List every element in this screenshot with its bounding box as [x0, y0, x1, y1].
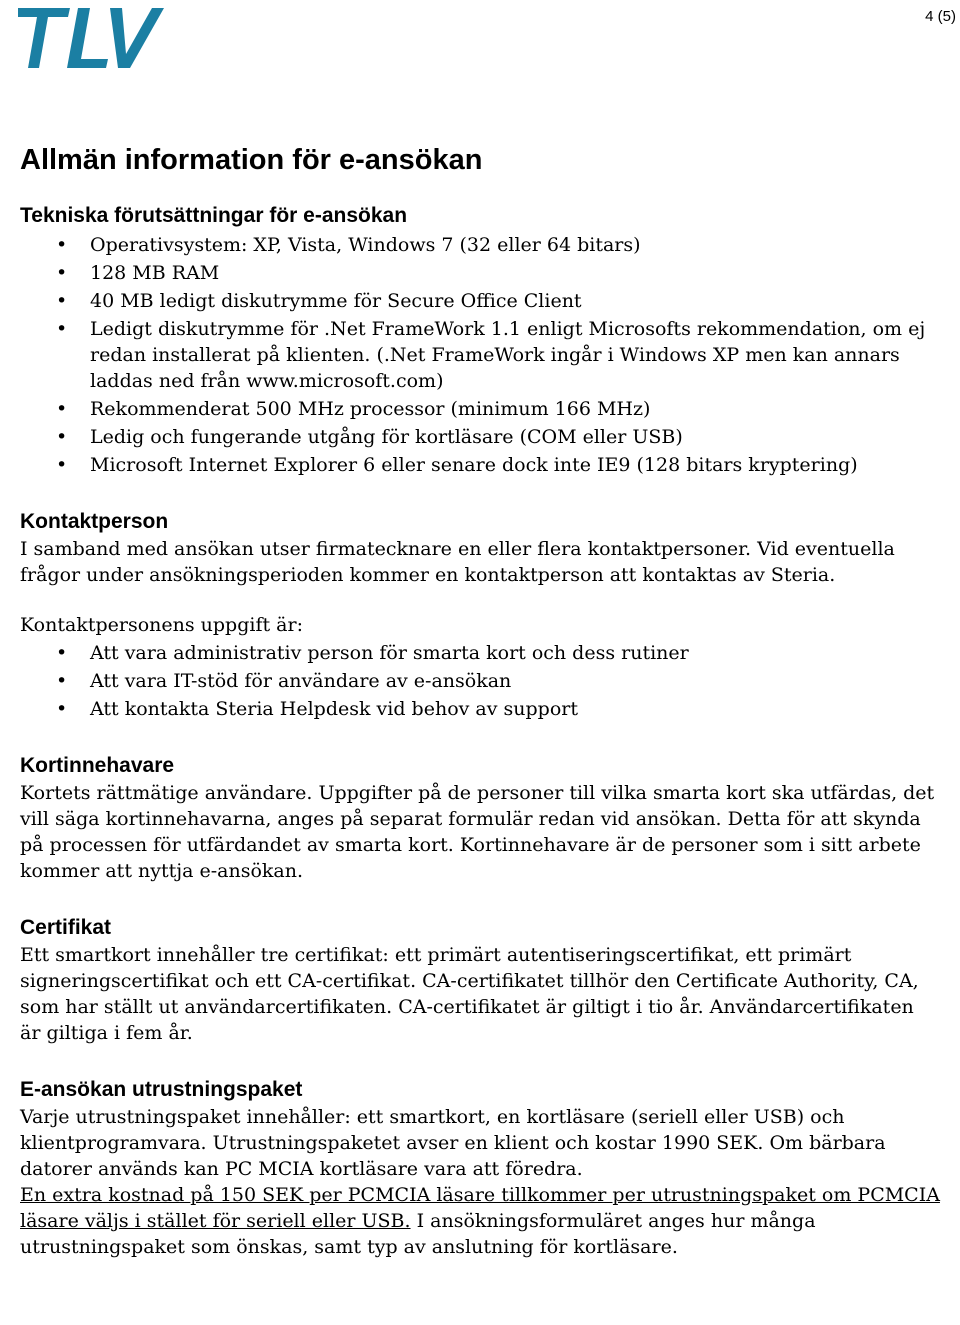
package-extra-cost — [20, 1182, 940, 1260]
list-item: • Ledig och fungerande utgång för kortläsare (COM eller USB) — [20, 424, 940, 450]
section-cardholder — [20, 752, 940, 884]
list-item: • Ledigt diskutrymme för .Net FrameWork 1.1 enligt Microsofts rekommendation, om ej redan installerat på klienten. (.Net FrameWork ingår i Windows XP men kan annars laddas ned från www.microsoft.com) — [20, 316, 940, 394]
heading-tech-requirements: Tekniska förutsättningar för e-ansökan — [20, 204, 408, 227]
heading-equipment-package: E-ansökan utrustningspaket — [20, 1078, 303, 1101]
package-paragraph: Varje utrustningspaket innehåller: ett smartkort, en kortläsare (seriell eller USB) och klientprogramvara. Utrustningspaketet avser en klient och kostar 1990 SEK. Om bärbara datorer används kan PC MCIA kortläsare vara att föredra. — [20, 1106, 886, 1180]
list-item: • 128 MB RAM — [20, 260, 940, 286]
extra-cost-tail: I ansökningsformuläret anges hur många utrustningspaket som önskas, samt typ av anslutning för kortläsare. — [20, 1210, 816, 1258]
heading-certificate: Certifikat — [20, 916, 112, 939]
list-item: • Operativsystem: XP, Vista, Windows 7 (32 eller 64 bitars) — [20, 232, 940, 258]
contact-duties-list — [20, 640, 940, 722]
heading-contact: Kontaktperson — [20, 510, 169, 533]
page-number: 4 (5) — [925, 8, 956, 25]
heading-cardholder: Kortinnehavare — [20, 754, 175, 777]
list-item: • 40 MB ledigt diskutrymme för Secure Office Client — [20, 288, 940, 314]
list-item: • Att kontakta Steria Helpdesk vid behov av support — [20, 696, 940, 722]
list-item: • Att vara IT-stöd för användare av e-ansökan — [20, 668, 940, 694]
list-item: • Microsoft Internet Explorer 6 eller senare dock inte IE9 (128 bitars kryptering) — [20, 452, 940, 478]
cardholder-paragraph: Kortets rättmätige användare. Uppgifter på de personer till vilka smarta kort ska utfärdas, det vill säga kortinnehavarna, anges på separat formulär redan vid ansökan. Detta för att skynda på processen för utfärdandet av smarta kort. Kortinnehavare är de personer som i sitt arbete kommer att nyttja e-ansökan. — [20, 782, 935, 882]
contact-intro: Kontaktpersonens uppgift är: — [20, 614, 303, 636]
section-certificate — [20, 914, 940, 1046]
tlv-logo — [18, 6, 164, 70]
list-item: • Att vara administrativ person för smarta kort och dess rutiner — [20, 640, 940, 666]
section-equipment-package — [20, 1076, 940, 1260]
page-title: Allmän information för e-ansökan — [20, 144, 483, 176]
document-body — [20, 140, 940, 1260]
list-item: • Rekommenderat 500 MHz processor (minimum 166 MHz) — [20, 396, 940, 422]
certificate-paragraph: Ett smartkort innehåller tre certifikat: ett primärt autentiseringscertifikat, ett primärt signeringscertifikat och ett CA-certifikat. CA-certifikatet tillhör den Certificate Authority, CA, som har ställt ut användarcertifikaten. CA-certifikatet är giltigt i tio år. Användarcertifikaten är giltiga i fem år. — [20, 944, 919, 1044]
contact-paragraph: I samband med ansökan utser firmatecknare en eller flera kontaktpersoner. Vid eventuella frågor under ansökningsperioden kommer en kontaktperson att kontaktas av Steria. — [20, 538, 895, 586]
section-contact — [20, 508, 940, 722]
extra-cost-underlined: En extra kostnad på 150 SEK per PCMCIA läsare tillkommer per utrustningspaket om PCMCIA läsare väljs i stället för seriell eller USB. — [20, 1184, 940, 1232]
tech-requirements-list — [20, 232, 940, 478]
